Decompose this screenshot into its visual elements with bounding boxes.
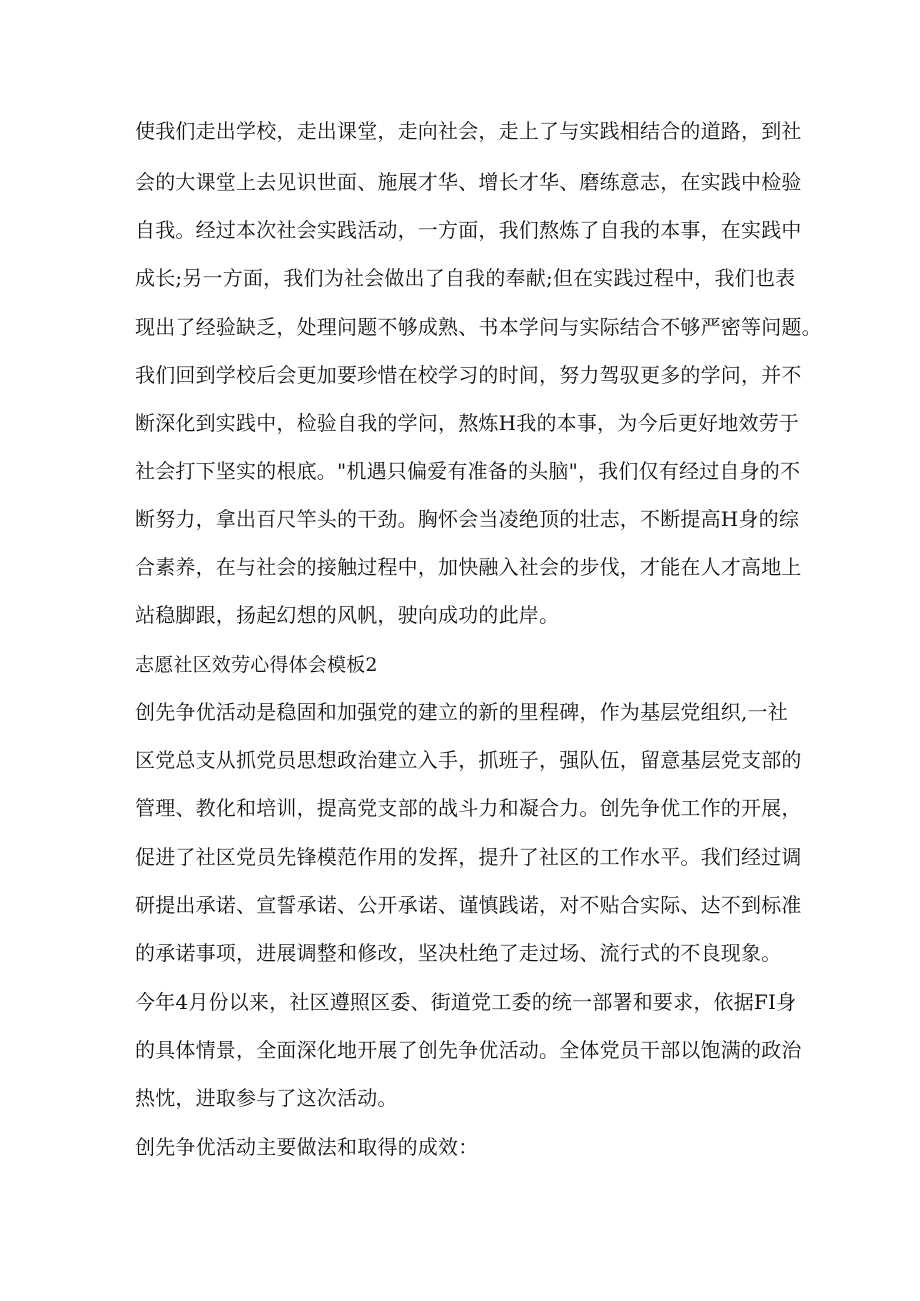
paragraph-line: 促进了社区党员先锋模范作用的发挥，提升了社区的工作水平。我们经过调 bbox=[135, 845, 802, 869]
paragraph-line: 管理、教化和培训，提高党支部的战斗力和凝合力。创先争优工作的开展， bbox=[135, 796, 802, 820]
paragraph-line: 合素养，在与社会的接触过程中，加快融入社会的步伐，才能在人才高地上 bbox=[135, 555, 802, 579]
section-heading: 志愿社区效劳心得体会模板2 bbox=[135, 654, 378, 676]
paragraph-line: 的承诺事项，进展调整和修改，坚决杜绝了走过场、流行式的不良现象。 bbox=[135, 941, 782, 965]
paragraph-line: 成长;另一方面，我们为社会做出了自我的奉献;但在实践过程中，我们也表 bbox=[135, 266, 796, 290]
paragraph-line: 断努力，拿出百尺竿头的干劲。胸怀会当凌绝顶的壮志，不断提高H身的综 bbox=[135, 507, 800, 531]
paragraph-line: 使我们走出学校，走出课堂，走向社会，走上了与实践相结合的道路，到社 bbox=[135, 119, 802, 143]
paragraph-line: 我们回到学校后会更加要珍惜在校学习的时间，努力驾驭更多的学问，并不 bbox=[135, 363, 802, 387]
paragraph-line: 的具体情景，全面深化地开展了创先争优活动。全体党员干部以饱满的政治 bbox=[135, 1038, 802, 1062]
paragraph-line: 热忱，进取参与了这次活动。 bbox=[135, 1086, 398, 1110]
paragraph-line: 现出了经验缺乏，处理问题不够成熟、书本学问与实际结合不够严密等问题。 bbox=[135, 315, 822, 339]
paragraph-line: 自我。经过本次社会实践活动，一方面，我们熬炼了自我的本事，在实践中 bbox=[135, 218, 802, 242]
paragraph-line: 会的大课堂上去见识世面、施展才华、增长才华、磨练意志，在实践中检验 bbox=[135, 170, 802, 194]
paragraph-line: 创先争优活动主要做法和取得的成效： bbox=[135, 1135, 479, 1159]
paragraph-line: 站稳脚跟，扬起幻想的风帆，驶向成功的此岸。 bbox=[135, 603, 560, 627]
paragraph-line: 今年4月份以来，社区遵照区委、街道党工委的统一部署和要求，依据FI身 bbox=[135, 990, 797, 1014]
paragraph-line: 研提出承诺、宣誓承诺、公开承诺、谨慎践诺，对不贴合实际、达不到标准 bbox=[135, 893, 802, 917]
paragraph-line: 区党总支从抓党员思想政治建立入手，抓班子，强队伍，留意基层党支部的 bbox=[135, 748, 802, 772]
paragraph-line: 断深化到实践中，检验自我的学问，熬炼H我的本事，为今后更好地效劳于 bbox=[135, 411, 800, 435]
paragraph-line: 创先争优活动是稳固和加强党的建立的新的里程碑，作为基层党组织,一社 bbox=[135, 700, 788, 724]
paragraph-line: 社会打下坚实的根底。"机遇只偏爱有准备的头脑"，我们仅有经过自身的不 bbox=[135, 459, 801, 483]
